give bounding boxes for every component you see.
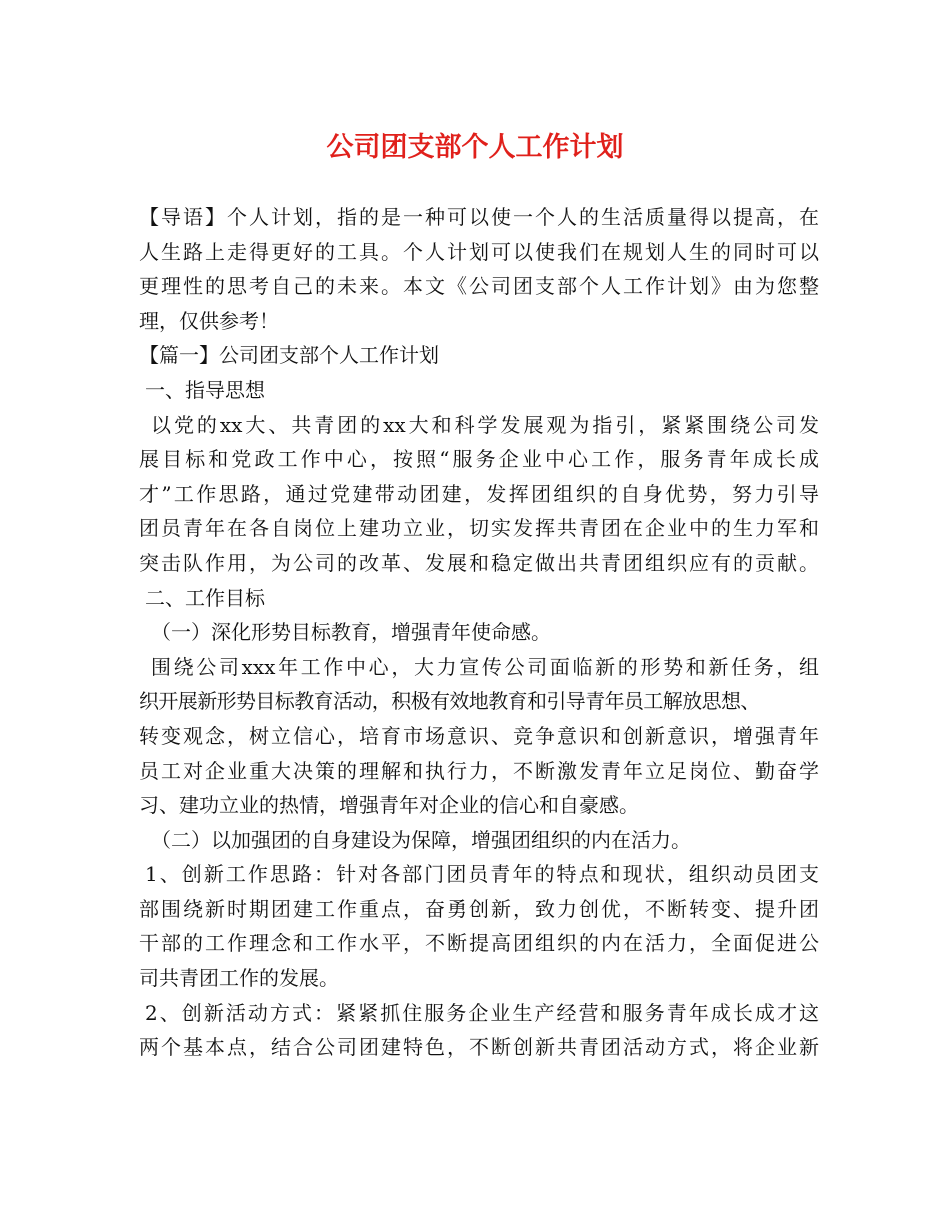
text-line: 部围绕新时期团建工作重点，奋勇创新，致力创优，不断转变、提升团 xyxy=(139,896,819,921)
text-line: 两个基本点，结合公司团建特色，不断创新共青团活动方式，将企业新 xyxy=(139,1035,819,1060)
text-line: 人生路上走得更好的工具。个人计划可以使我们在规划人生的同时可以 xyxy=(139,239,819,264)
text-line: 1、创新工作思路：针对各部门团员青年的特点和现状，组织动员团支 xyxy=(145,862,819,887)
text-line: 【篇一】公司团支部个人工作计划 xyxy=(139,343,439,368)
document-body xyxy=(139,200,819,1065)
text-line: 转变观念，树立信心，培育市场意识、竞争意识和创新意识，增强青年 xyxy=(139,723,819,748)
text-line: 展目标和党政工作中心，按照“服务企业中心工作，服务青年成长成 xyxy=(139,447,819,472)
text-line: 以党的xx大、共青团的xx大和科学发展观为指引，紧紧围绕公司发 xyxy=(151,412,819,437)
text-line: 更理性的思考自己的未来。本文《公司团支部个人工作计划》由为您整 xyxy=(139,274,819,299)
text-line: 干部的工作理念和工作水平，不断提高团组织的内在活力，全面促进公 xyxy=(139,931,819,956)
text-line: 才”工作思路，通过党建带动团建，发挥团组织的自身优势，努力引导 xyxy=(139,481,819,506)
text-line: 理，仅供参考！ xyxy=(139,308,279,333)
text-line: 习、建功立业的热情，增强青年对企业的信心和自豪感。 xyxy=(139,793,639,818)
text-line: 团员青年在各自岗位上建功立业，切实发挥共青团在企业中的生力军和 xyxy=(139,516,819,541)
text-line: 员工对企业重大决策的理解和执行力，不断激发青年立足岗位、勤奋学 xyxy=(139,758,819,783)
text-line: 一、指导思想 xyxy=(145,377,265,402)
text-line: 【导语】个人计划，指的是一种可以使一个人的生活质量得以提高，在 xyxy=(139,205,819,229)
text-line: （一）深化形势目标教育，增强青年使命感。 xyxy=(151,620,551,645)
text-line: 织开展新形势目标教育活动，积极有效地教育和引导青年员工解放思想、 xyxy=(139,689,760,714)
text-line: 2、创新活动方式：紧紧抓住服务企业生产经营和服务青年成长成才这 xyxy=(145,1000,819,1025)
text-line: 二、工作目标 xyxy=(145,585,265,610)
text-line: 司共青团工作的发展。 xyxy=(139,966,339,991)
document-title: 公司团支部个人工作计划 xyxy=(326,132,624,163)
text-line: 突击队作用，为公司的改革、发展和稳定做出共青团组织应有的贡献。 xyxy=(139,550,819,575)
text-line: （二）以加强团的自身建设为保障，增强团组织的内在活力。 xyxy=(151,827,691,852)
text-line: 围绕公司xxx年工作中心，大力宣传公司面临新的形势和新任务，组 xyxy=(151,654,819,679)
